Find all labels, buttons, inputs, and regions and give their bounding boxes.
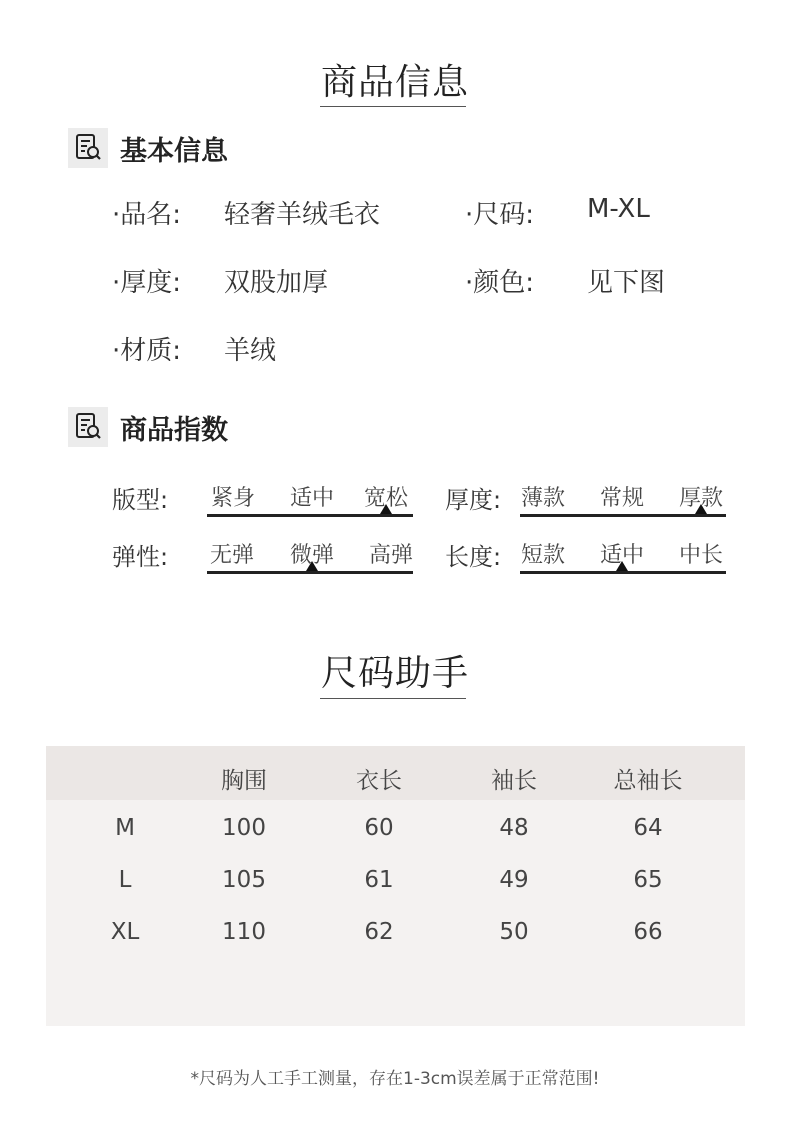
scale-option: 薄款 [521,486,566,511]
scale-thickness [520,481,726,521]
info-value-color: 见下图 [587,268,666,298]
scale-option: 短款 [521,543,566,568]
table-cell: 66 [633,919,663,945]
scale-option: 高弹 [369,543,414,568]
table-header-cell: 衣长 [356,768,402,794]
info-value-thickness: 双股加厚 [224,268,329,298]
scale-option: 无弹 [210,543,255,568]
product-info-title [0,54,790,105]
size-table [46,746,745,1026]
scale-marker-icon [695,504,707,514]
table-cell: 110 [222,919,266,945]
scale-marker-icon [306,561,318,571]
scale-option: 紧身 [211,486,256,511]
scale-bar [520,571,726,574]
table-cell: 64 [633,815,663,841]
info-label-name: ·品名: [112,200,182,230]
product-info-title-underline [320,106,466,107]
table-cell: 62 [364,919,394,945]
scale-option: 适中 [290,486,335,511]
scale-option: 适中 [600,543,645,568]
table-header-cell: 袖长 [491,768,537,794]
product-index-label: 商品指数 [120,414,228,446]
info-label-material: ·材质: [112,336,182,366]
basic-info-heading [68,128,228,168]
scale-option: 微弹 [290,543,335,568]
scale-label-length: 长度: [445,543,502,571]
table-cell: 100 [222,815,266,841]
info-value-material: 羊绒 [224,336,277,366]
scale-marker-icon [616,561,628,571]
table-cell: 105 [222,867,266,893]
table-cell: 49 [499,867,529,893]
info-label-thickness: ·厚度: [112,268,182,298]
table-cell: XL [110,919,140,945]
product-index-heading [68,407,228,447]
scale-bar [520,514,726,517]
scale-length [520,538,726,578]
size-helper-title-text: 尺码助手 [320,653,469,694]
scale-bar [207,514,413,517]
info-label-color: ·颜色: [465,268,535,298]
scale-bar [207,571,413,574]
table-cell: M [115,815,135,841]
scale-option: 厚款 [679,486,724,511]
document-search-icon [68,128,108,168]
size-helper-title-underline [320,698,466,699]
info-value-size: M-XL [587,194,650,224]
table-cell: 61 [364,867,394,893]
scale-label-elasticity: 弹性: [112,543,169,571]
table-cell: 50 [499,919,529,945]
scale-option: 中长 [679,543,724,568]
basic-info-label: 基本信息 [120,135,228,167]
table-header-cell: 胸围 [221,768,267,794]
product-info-title-text: 商品信息 [320,62,469,103]
measurement-note: *尺码为人工手工测量，存在1-3cm误差属于正常范围! [190,1069,600,1089]
scale-elasticity [207,538,413,578]
table-cell: 60 [364,815,394,841]
scale-fit [207,481,413,521]
scale-marker-icon [380,504,392,514]
info-label-size: ·尺码: [465,200,535,230]
scale-label-fit: 版型: [112,486,169,514]
table-header-cell: 总袖长 [613,768,683,794]
scale-option: 宽松 [364,486,409,511]
info-value-name: 轻奢羊绒毛衣 [224,200,381,230]
scale-option: 常规 [600,486,645,511]
document-search-icon [68,407,108,447]
scale-label-thickness: 厚度: [445,486,502,514]
table-cell: 65 [633,867,663,893]
table-cell: 48 [499,815,529,841]
size-helper-title [0,645,790,696]
table-cell: L [118,867,132,893]
